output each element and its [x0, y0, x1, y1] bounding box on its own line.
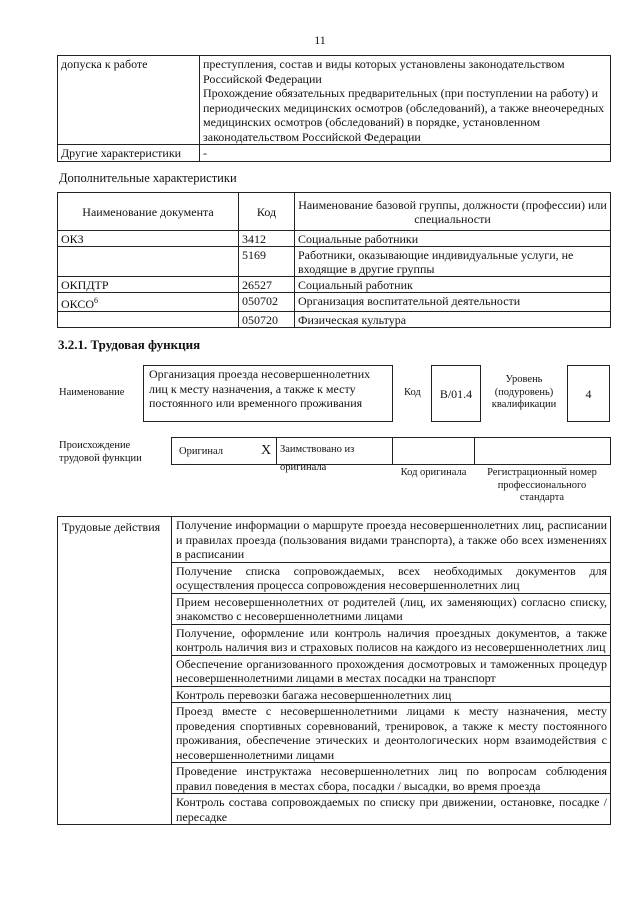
reg-number-label: Регистрационный номер профессионального стандарта — [487, 467, 597, 503]
level-value: 4 — [585, 387, 592, 401]
reg-number-field — [474, 437, 611, 465]
cell-doc: ОКЗ — [58, 231, 239, 247]
row-value: - — [200, 145, 611, 162]
row-label: допуска к работе — [58, 56, 200, 145]
name-label: Наименование — [59, 387, 125, 398]
header-doc: Наименование документа — [58, 193, 239, 231]
cell-doc — [58, 312, 239, 328]
row-value-line: Прохождение обязательных предварительных (при поступлении на работу) и периодических медицинских осмотров (обследований), а также внеочередных медицинских осмотров (обследований) в порядке, установленном законодательством Российской Федерации — [203, 86, 605, 144]
cell-code: 5169 — [239, 247, 295, 277]
code-value: B/01.4 — [439, 387, 473, 401]
labor-action-item: Проезд вместе с несовершеннолетними лицами к месту назначения, месту проведения спортивных соревнований, тренировок, а также к месту постоянного проживания, обеспечение этических и деонтологических норм взаимодействия с несовершеннолетними лицами — [172, 703, 611, 763]
original-label: Оригинал — [179, 446, 223, 457]
cell-doc — [58, 247, 239, 277]
labor-action-item: Контроль состава сопровождаемых по списку при движении, остановке, посадке / пересадке — [172, 794, 611, 825]
labor-action-item: Прием несовершеннолетних от родителей (лиц, их заменяющих) согласно списку, знакомство с несовершеннолетними лицами — [172, 593, 611, 624]
original-mark: X — [261, 443, 272, 458]
doc-name: ОКСО — [61, 297, 95, 311]
table-row — [58, 56, 611, 145]
table-row — [58, 247, 611, 277]
header-code: Код — [239, 193, 295, 231]
cell-name: Работники, оказывающие индивидуальные услуги, не входящие в другие группы — [295, 247, 611, 277]
cell-name: Организация воспитательной деятельности — [295, 293, 611, 312]
level-box — [567, 365, 610, 422]
cell-code: 050720 — [239, 312, 295, 328]
table-row — [58, 231, 611, 247]
cell-code: 3412 — [239, 231, 295, 247]
page-number: 11 — [314, 33, 326, 47]
row-value — [200, 56, 611, 145]
table-header-row — [58, 193, 611, 231]
borrowed-label: Заимствовано из оригинала — [280, 444, 355, 473]
additional-characteristics-table — [57, 192, 611, 328]
table-row — [58, 517, 611, 563]
cell-doc — [58, 293, 239, 312]
origin-borrowed-cell — [276, 437, 393, 473]
labor-actions-label — [58, 517, 172, 825]
cell-code: 26527 — [239, 277, 295, 293]
table-row — [58, 293, 611, 312]
labor-action-item: Получение списка сопровождаемых, всех необходимых документов для осуществления процесса сопровождения несовершеннолетних лиц — [172, 562, 611, 593]
level-label: Уровень (подуровень) квалификации — [491, 374, 557, 410]
additional-characteristics-title: Дополнительные характеристики — [59, 171, 237, 185]
table-row — [58, 277, 611, 293]
cell-name: Социальный работник — [295, 277, 611, 293]
cell-name: Социальные работники — [295, 231, 611, 247]
code-label: Код — [404, 387, 421, 398]
origin-original-cell — [171, 437, 277, 465]
labor-action-item: Получение, оформление или контроль наличия проездных документов, а также контроль наличия виз и страховых полисов на каждого из несовершеннолетних лиц — [172, 624, 611, 655]
labor-action-item: Контроль перевозки багажа несовершеннолетних лиц — [172, 686, 611, 703]
cell-name: Физическая культура — [295, 312, 611, 328]
footnote-marker: 6 — [94, 296, 99, 305]
labor-actions-table — [57, 516, 611, 825]
section-heading: 3.2.1. Трудовая функция — [58, 337, 201, 352]
origin-label: Происхождение трудовой функции — [59, 440, 142, 464]
code-original-field — [392, 437, 475, 465]
labor-actions-label-text: Трудовые действия — [62, 520, 161, 534]
function-name-box — [143, 365, 393, 422]
code-box — [431, 365, 481, 422]
cell-code: 050702 — [239, 293, 295, 312]
labor-action-item: Проведение инструктажа несовершеннолетних лиц по вопросам соблюдения правил поведения в местах сбора, посадки / высадки, во время проезда — [172, 763, 611, 794]
header-name: Наименование базовой группы, должности (профессии) или специальности — [295, 193, 611, 231]
row-label: Другие характеристики — [58, 145, 200, 162]
labor-action-item: Обеспечение организованного прохождения досмотровых и таможенных процедур несовершеннолетними лицами в местах посадки на транспорт — [172, 655, 611, 686]
function-name-value: Организация проезда несовершеннолетних лиц к месту назначения, а также к месту постоянного или временного проживания — [149, 367, 371, 410]
labor-action-item: Получение информации о маршруте проезда несовершеннолетних лиц, расписании и правилах проезда (пользования видами транспорта), а также обо всех изменениях в расписании — [172, 517, 611, 563]
row-value-line: преступления, состав и виды которых установлены законодательством Российской Федерации — [203, 57, 565, 86]
table-row — [58, 145, 611, 162]
table-row — [58, 312, 611, 328]
qualification-requirements-table — [57, 55, 611, 162]
cell-doc: ОКПДТР — [58, 277, 239, 293]
code-original-label: Код оригинала — [400, 467, 467, 478]
